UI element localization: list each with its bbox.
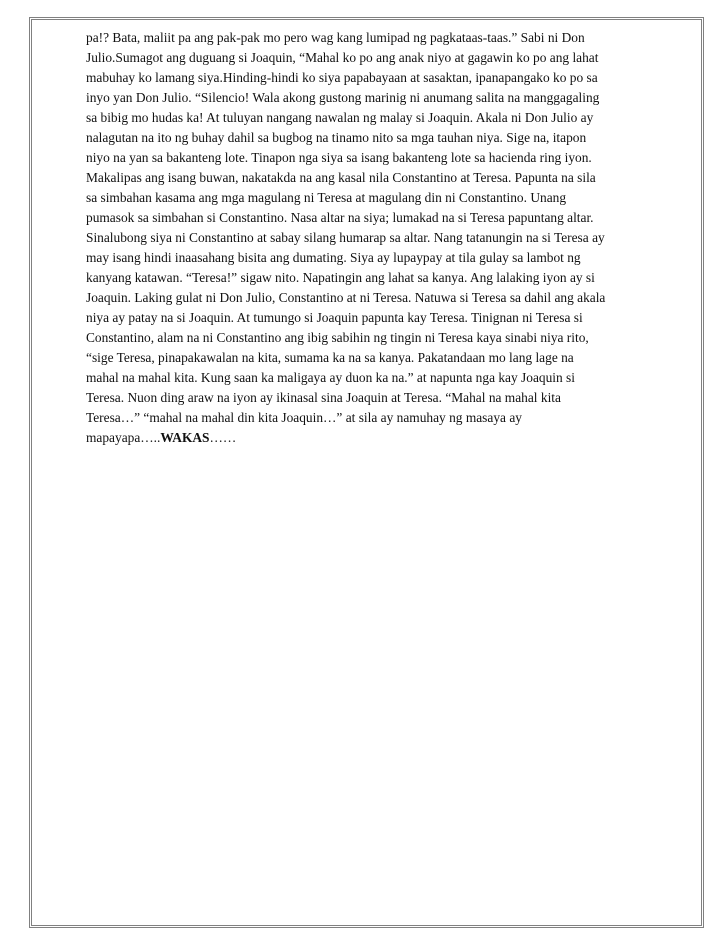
text-line: pa!? Bata, maliit pa ang pak-pak mo pero wag kang lumipad ng pagkataas-taas.” Sabi ni Don <box>86 30 585 45</box>
text-line: “sige Teresa, pinapakawalan na kita, sumama ka na sa kanya. Pakatandaan mo lang lage na <box>86 350 574 365</box>
text-line: Sinalubong siya ni Constantino at sabay silang humarap sa altar. Nang tatanungin na si Teresa ay <box>86 230 605 245</box>
text-line: Julio.Sumagot ang duguang si Joaquin, “Mahal ko po ang anak niyo at gagawin ko po ang lahat <box>86 50 599 65</box>
text-line: niyo na yan sa bakanteng lote. Tinapon nga siya sa isang bakanteng lote sa hacienda ring iyon. <box>86 150 592 165</box>
text-line: pumasok sa simbahan si Constantino. Nasa altar na siya; lumakad na si Teresa papuntang altar. <box>86 210 594 225</box>
text-line: Teresa…” “mahal na mahal din kita Joaquin…” at sila ay namuhay ng masaya ay <box>86 410 522 425</box>
last-line-suffix: …… <box>209 430 237 445</box>
text-line: sa simbahan kasama ang mga magulang ni Teresa at magulang din ni Constantino. Unang <box>86 190 567 205</box>
wakas-ending: WAKAS <box>160 430 210 445</box>
text-line: mahal na mahal kita. Kung saan ka maligaya ay duon ka na.” at napunta nga kay Joaquin si <box>86 370 575 385</box>
text-line: Constantino, alam na ni Constantino ang ibig sabihin ng tingin ni Teresa kaya sinabi niya rito, <box>86 330 589 345</box>
text-line: nalagutan na ito ng buhay dahil sa bugbog na tinamo nito sa mga tauhan niya. Sige na, itapon <box>86 130 587 145</box>
text-line: inyo yan Don Julio. “Silencio! Wala akong gustong marinig ni anumang salita na manggagaling <box>86 90 600 105</box>
last-line-prefix: mapayapa….. <box>86 430 161 445</box>
text-line: mabuhay ko lamang siya.Hinding-hindi ko siya papabayaan at sasaktan, ipanapangako ko po sa <box>86 70 598 85</box>
text-line: Joaquin. Laking gulat ni Don Julio, Constantino at ni Teresa. Natuwa si Teresa sa dahil ang akala <box>86 290 606 305</box>
text-line: niya ay patay na si Joaquin. At tumungo si Joaquin papunta kay Teresa. Tinignan ni Teresa si <box>86 310 583 325</box>
text-line: kanyang katawan. “Teresa!” sigaw nito. Napatingin ang lahat sa kanya. Ang lalaking iyon ay si <box>86 270 595 285</box>
last-text-line <box>86 428 666 448</box>
text-line: Teresa. Nuon ding araw na iyon ay ikinasal sina Joaquin at Teresa. “Mahal na mahal kita <box>86 390 561 405</box>
text-line: may isang hindi inaasahang bisita ang dumating. Siya ay lupaypay at tila gulay sa lambot ng <box>86 250 581 265</box>
text-line: sa bibig mo hudas ka! At tuluyan nangang nawalan ng malay si Joaquin. Akala ni Don Julio ay <box>86 110 594 125</box>
story-text <box>86 28 666 448</box>
text-line: Makalipas ang isang buwan, nakatakda na ang kasal nila Constantino at Teresa. Papunta na sila <box>86 170 596 185</box>
